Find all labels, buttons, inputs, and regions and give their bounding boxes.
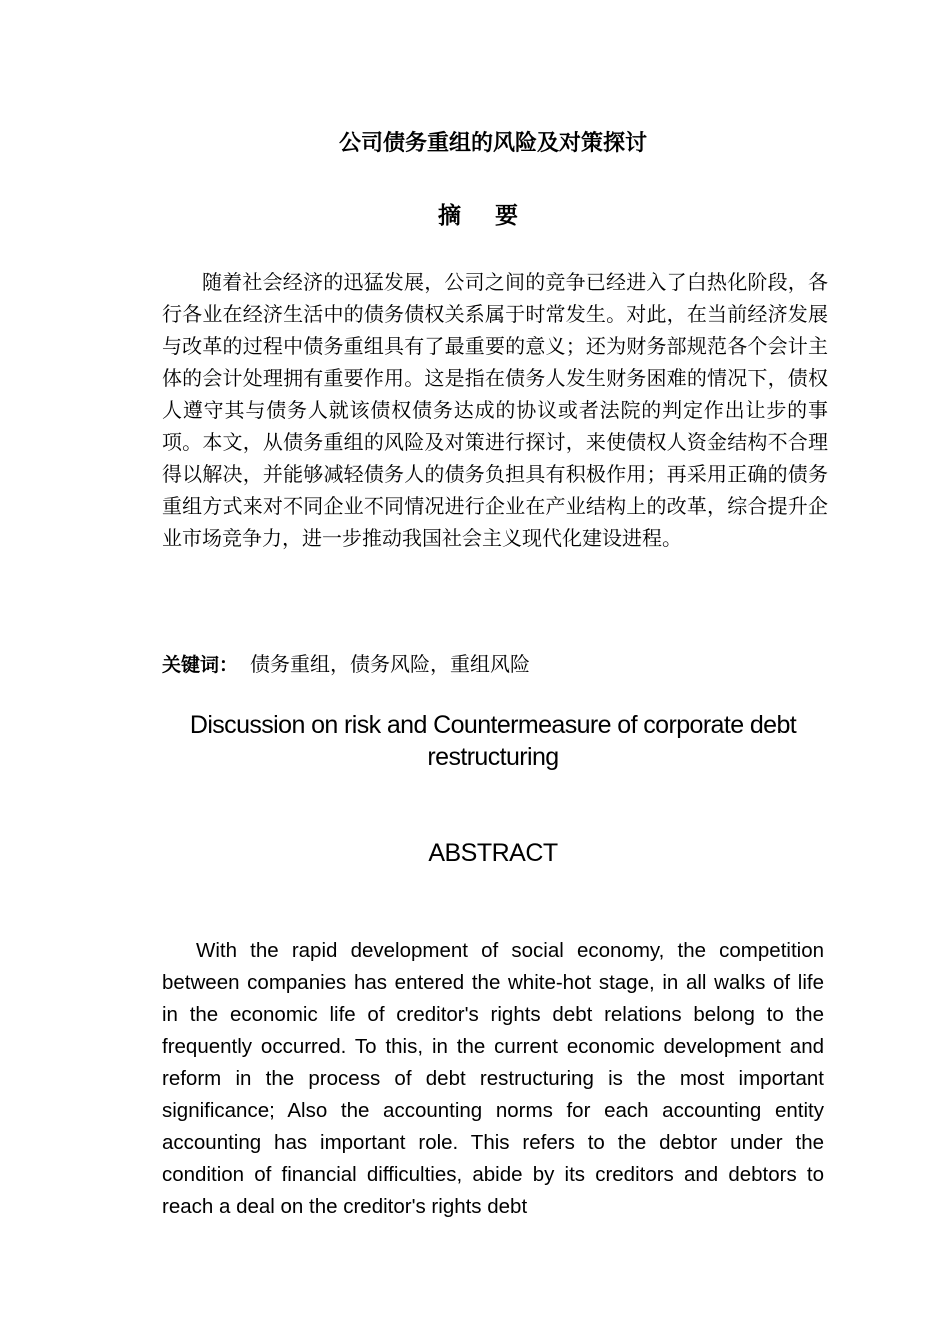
- chinese-title: 公司债务重组的风险及对策探讨: [338, 131, 647, 156]
- english-title: Discussion on risk and Countermeasure of corporate debt restructuring: [189, 711, 797, 771]
- english-abstract-body: With the rapid development of social economy, the competition between companies has entered the white-hot stage, in all walks of life in the economic life of creditor's rights debt relations belong to the frequently occurred. To this, in the current economic development and reform in the process of debt restructuring is the most important significance; Also the accounting norms for each accounting entity accounting has important role. This refers to the debtor under the condition of financial difficulties, abide by its creditors and debtors to reach a deal on the creditor's rights debt: [162, 939, 824, 1218]
- chinese-abstract-body: 随着社会经济的迅猛发展，公司之间的竞争已经进入了白热化阶段，各行各业在经济生活中的债务债权关系属于时常发生。对此，在当前经济发展与改革的过程中债务重组具有了最重要的意义；还为财务部规范各个会计主体的会计处理拥有重要作用。这是指在债务人发生财务困难的情况下，债权人遵守其与债务人就该债权债务达成的协议或者法院的判定作出让步的事项。本文，从债务重组的风险及对策进行探讨，来使债权人资金结构不合理得以解决，并能够减轻债务人的债务负担具有积极作用；再采用正确的债务重组方式来对不同企业不同情况进行企业在产业结构上的改革，综合提升企业市场竞争力，进一步推动我国社会主义现代化建设进程。: [162, 270, 828, 550]
- keywords-label: 关键词：: [162, 654, 239, 676]
- keywords-value: 债务重组，债务风险，重组风险: [250, 652, 531, 676]
- chinese-abstract-heading: 摘要: [438, 203, 552, 229]
- english-abstract-heading: ABSTRACT: [428, 839, 558, 867]
- keywords-line: [162, 648, 828, 681]
